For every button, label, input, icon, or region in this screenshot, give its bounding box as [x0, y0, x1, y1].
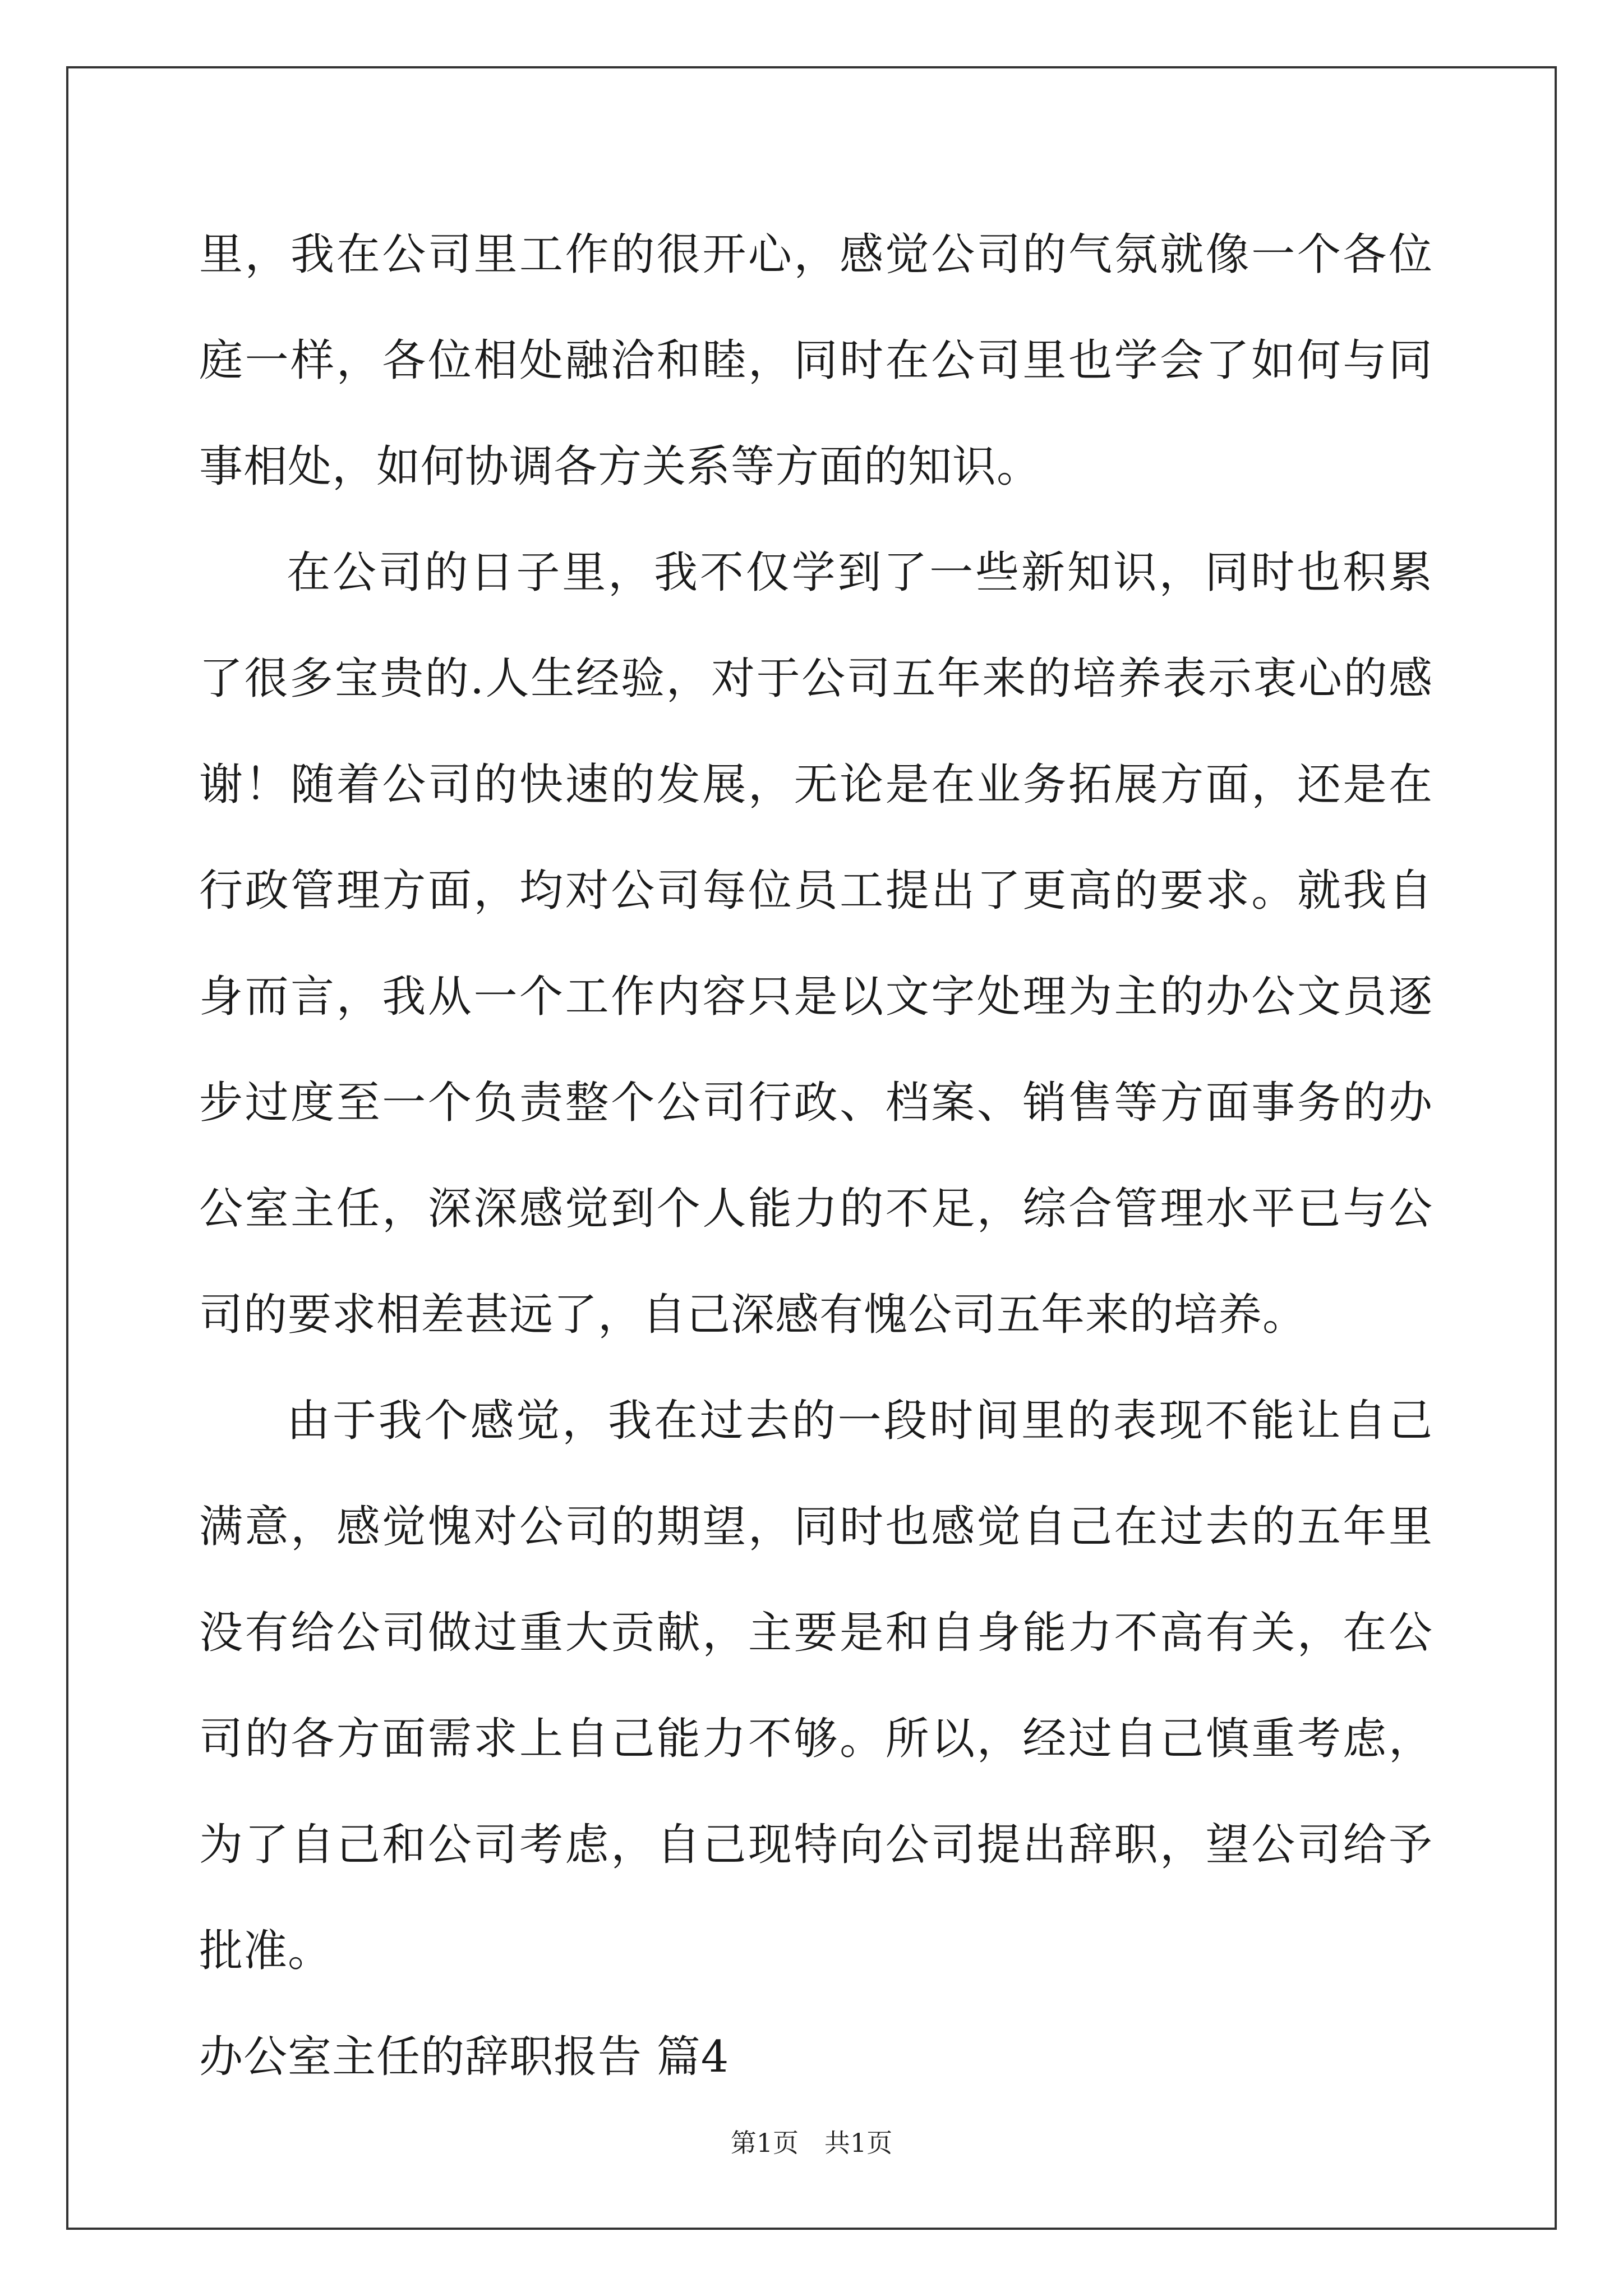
- paragraph-2: 在公司的日子里，我不仅学到了一些新知识，同时也积累了很多宝贵的.人生经验，对于公司五年来的培养表示衷心的感谢！随着公司的快速的发展，无论是在业务拓展方面，还是在行政管理方面，均对公司每位员工提出了更高的要求。就我自身而言，我从一个工作内容只是以文字处理为主的办公文员逐步过度至一个负责整个公司行政、档案、销售等方面事务的办公室主任，深深感觉到个人能力的不足，综合管理水平已与公司的要求相差甚远了，自己深感有愧公司五年来的培养。: [199, 547, 1433, 1340]
- page-footer: 第1页 共1页: [730, 2128, 893, 2158]
- section-heading: 办公室主任的辞职报告 篇4: [199, 2032, 730, 2082]
- paragraph-1: 里，我在公司里工作的很开心，感觉公司的气氛就像一个各位庭一样，各位相处融洽和睦，同时在公司里也学会了如何与同事相处，如何协调各方关系等方面的知识。: [199, 229, 1433, 492]
- paragraph-3: 由于我个感觉，我在过去的一段时间里的表现不能让自己满意，感觉愧对公司的期望，同时也感觉自己在过去的五年里没有给公司做过重大贡献，主要是和自身能力不高有关，在公司的各方面需求上自己能力不够。所以，经过自己慎重考虑，为了自己和公司考虑，自己现特向公司提出辞职，望公司给予批准。: [199, 1396, 1433, 1976]
- document-body: [199, 202, 1433, 2110]
